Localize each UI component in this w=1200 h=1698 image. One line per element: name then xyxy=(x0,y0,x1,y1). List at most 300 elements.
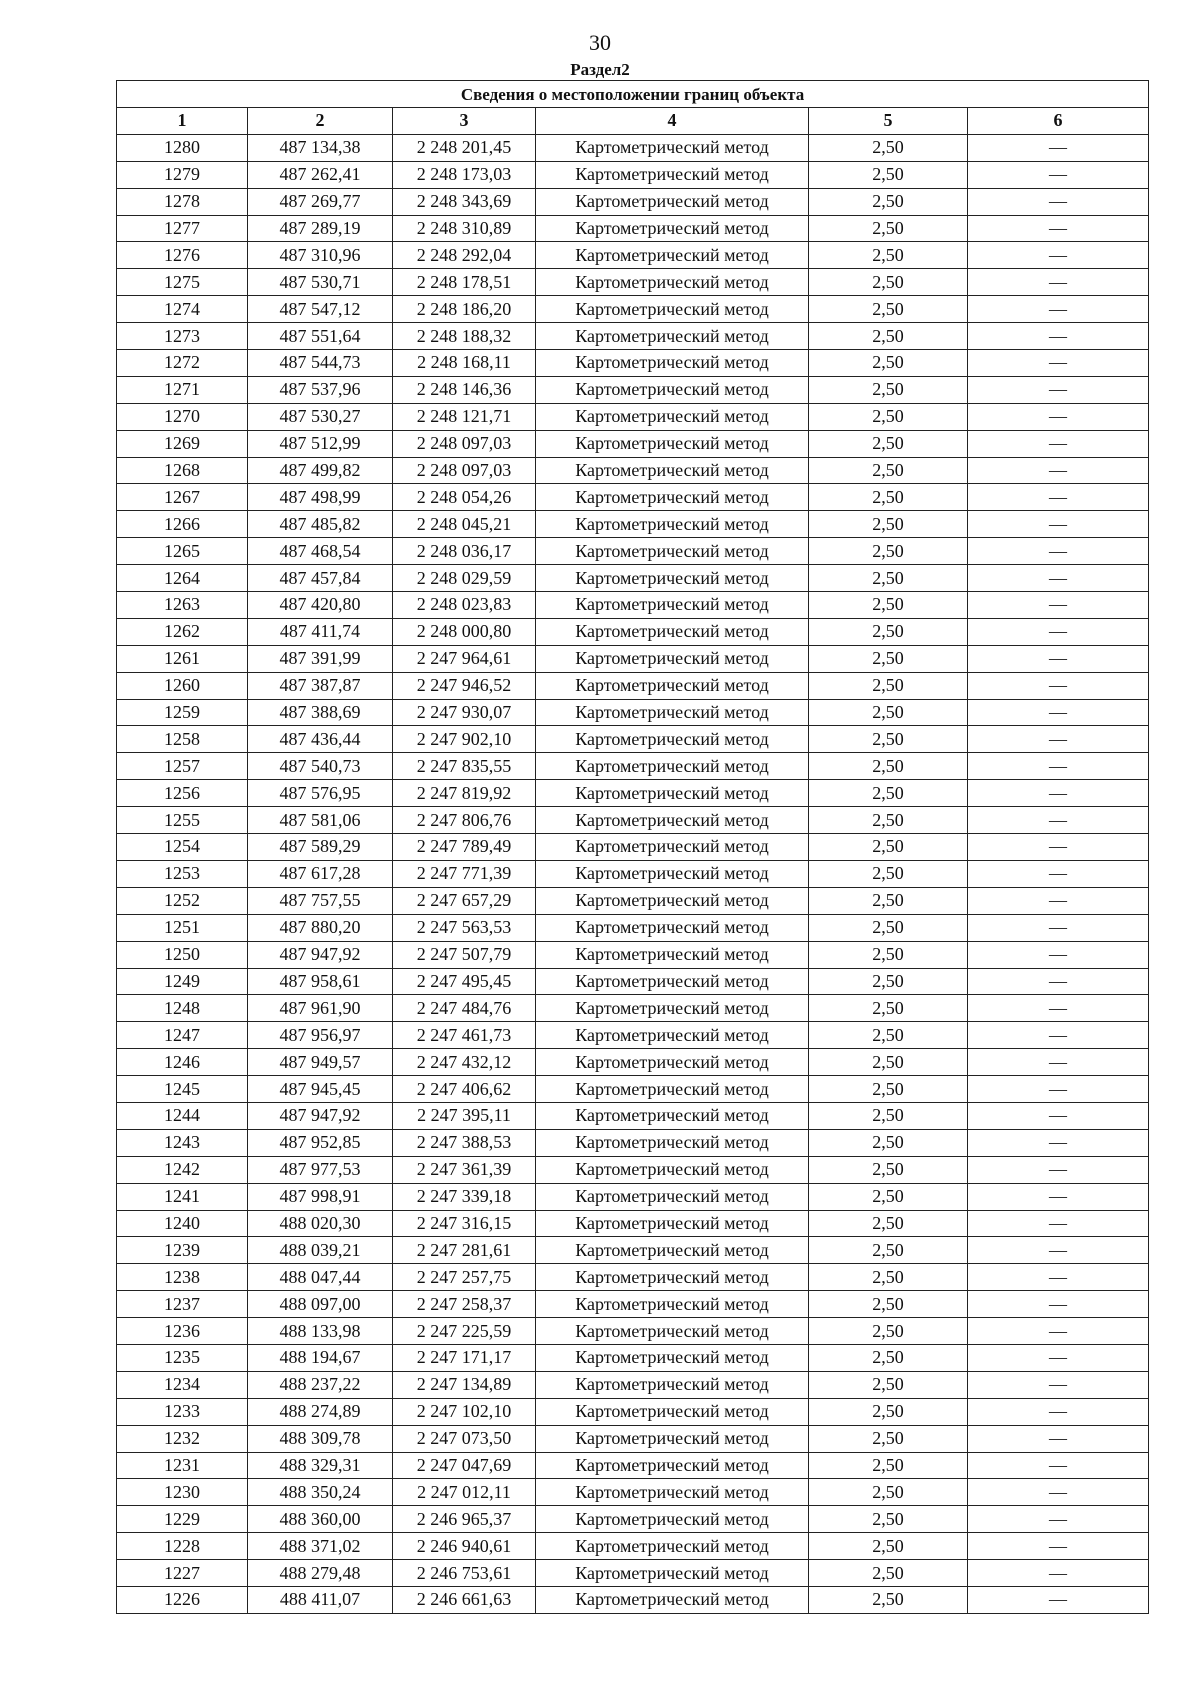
description-cell: — xyxy=(968,1586,1149,1613)
description-cell: — xyxy=(968,699,1149,726)
table-row xyxy=(117,1398,1149,1425)
accuracy-cell: 2,50 xyxy=(809,1237,968,1264)
description-cell: — xyxy=(968,780,1149,807)
table-row xyxy=(117,484,1149,511)
accuracy-cell: 2,50 xyxy=(809,565,968,592)
y-coordinate-cell: 2 247 281,61 xyxy=(393,1237,536,1264)
point-number-cell: 1263 xyxy=(117,592,248,619)
method-cell: Картометрический метод xyxy=(536,376,809,403)
method-cell: Картометрический метод xyxy=(536,726,809,753)
x-coordinate-cell: 488 133,98 xyxy=(248,1318,393,1345)
table-row xyxy=(117,1156,1149,1183)
table-row xyxy=(117,296,1149,323)
x-coordinate-cell: 487 388,69 xyxy=(248,699,393,726)
table-row xyxy=(117,1264,1149,1291)
y-coordinate-cell: 2 247 484,76 xyxy=(393,995,536,1022)
method-cell: Картометрический метод xyxy=(536,1452,809,1479)
column-header: 4 xyxy=(536,108,809,135)
table-row xyxy=(117,161,1149,188)
column-header: 5 xyxy=(809,108,968,135)
x-coordinate-cell: 487 945,45 xyxy=(248,1076,393,1103)
x-coordinate-cell: 487 589,29 xyxy=(248,834,393,861)
method-cell: Картометрический метод xyxy=(536,484,809,511)
accuracy-cell: 2,50 xyxy=(809,1183,968,1210)
description-cell: — xyxy=(968,242,1149,269)
y-coordinate-cell: 2 248 173,03 xyxy=(393,161,536,188)
y-coordinate-cell: 2 246 940,61 xyxy=(393,1533,536,1560)
accuracy-cell: 2,50 xyxy=(809,887,968,914)
accuracy-cell: 2,50 xyxy=(809,618,968,645)
x-coordinate-cell: 487 544,73 xyxy=(248,350,393,377)
description-cell: — xyxy=(968,376,1149,403)
point-number-cell: 1273 xyxy=(117,323,248,350)
x-coordinate-cell: 488 279,48 xyxy=(248,1560,393,1587)
y-coordinate-cell: 2 247 819,92 xyxy=(393,780,536,807)
point-number-cell: 1270 xyxy=(117,403,248,430)
method-cell: Картометрический метод xyxy=(536,538,809,565)
point-number-cell: 1247 xyxy=(117,1022,248,1049)
table-row xyxy=(117,242,1149,269)
y-coordinate-cell: 2 248 097,03 xyxy=(393,430,536,457)
description-cell: — xyxy=(968,565,1149,592)
point-number-cell: 1256 xyxy=(117,780,248,807)
description-cell: — xyxy=(968,1022,1149,1049)
x-coordinate-cell: 487 391,99 xyxy=(248,645,393,672)
y-coordinate-cell: 2 247 134,89 xyxy=(393,1371,536,1398)
point-number-cell: 1252 xyxy=(117,887,248,914)
point-number-cell: 1251 xyxy=(117,914,248,941)
y-coordinate-cell: 2 247 171,17 xyxy=(393,1344,536,1371)
description-cell: — xyxy=(968,1479,1149,1506)
description-cell: — xyxy=(968,1506,1149,1533)
y-coordinate-cell: 2 247 432,12 xyxy=(393,1049,536,1076)
y-coordinate-cell: 2 247 835,55 xyxy=(393,753,536,780)
accuracy-cell: 2,50 xyxy=(809,403,968,430)
point-number-cell: 1229 xyxy=(117,1506,248,1533)
point-number-cell: 1233 xyxy=(117,1398,248,1425)
point-number-cell: 1266 xyxy=(117,511,248,538)
x-coordinate-cell: 488 329,31 xyxy=(248,1452,393,1479)
description-cell: — xyxy=(968,1425,1149,1452)
description-cell: — xyxy=(968,1076,1149,1103)
description-cell: — xyxy=(968,1102,1149,1129)
y-coordinate-cell: 2 248 054,26 xyxy=(393,484,536,511)
method-cell: Картометрический метод xyxy=(536,161,809,188)
description-cell: — xyxy=(968,1156,1149,1183)
point-number-cell: 1228 xyxy=(117,1533,248,1560)
x-coordinate-cell: 487 540,73 xyxy=(248,753,393,780)
method-cell: Картометрический метод xyxy=(536,968,809,995)
y-coordinate-cell: 2 248 036,17 xyxy=(393,538,536,565)
table-row xyxy=(117,753,1149,780)
description-cell: — xyxy=(968,1183,1149,1210)
description-cell: — xyxy=(968,726,1149,753)
x-coordinate-cell: 487 457,84 xyxy=(248,565,393,592)
y-coordinate-cell: 2 247 339,18 xyxy=(393,1183,536,1210)
accuracy-cell: 2,50 xyxy=(809,1479,968,1506)
y-coordinate-cell: 2 248 168,11 xyxy=(393,350,536,377)
y-coordinate-cell: 2 248 343,69 xyxy=(393,188,536,215)
point-number-cell: 1236 xyxy=(117,1318,248,1345)
x-coordinate-cell: 488 411,07 xyxy=(248,1586,393,1613)
y-coordinate-cell: 2 247 395,11 xyxy=(393,1102,536,1129)
x-coordinate-cell: 487 499,82 xyxy=(248,457,393,484)
y-coordinate-cell: 2 248 188,32 xyxy=(393,323,536,350)
x-coordinate-cell: 488 237,22 xyxy=(248,1371,393,1398)
description-cell: — xyxy=(968,188,1149,215)
method-cell: Картометрический метод xyxy=(536,511,809,538)
table-row xyxy=(117,1560,1149,1587)
y-coordinate-cell: 2 247 225,59 xyxy=(393,1318,536,1345)
y-coordinate-cell: 2 246 753,61 xyxy=(393,1560,536,1587)
table-row xyxy=(117,645,1149,672)
column-header: 3 xyxy=(393,108,536,135)
x-coordinate-cell: 487 958,61 xyxy=(248,968,393,995)
description-cell: — xyxy=(968,672,1149,699)
y-coordinate-cell: 2 247 902,10 xyxy=(393,726,536,753)
accuracy-cell: 2,50 xyxy=(809,807,968,834)
table-caption: Сведения о местоположении границ объекта xyxy=(117,81,1149,108)
method-cell: Картометрический метод xyxy=(536,1076,809,1103)
point-number-cell: 1279 xyxy=(117,161,248,188)
method-cell: Картометрический метод xyxy=(536,1237,809,1264)
accuracy-cell: 2,50 xyxy=(809,1560,968,1587)
method-cell: Картометрический метод xyxy=(536,753,809,780)
description-cell: — xyxy=(968,457,1149,484)
table-row xyxy=(117,457,1149,484)
y-coordinate-cell: 2 248 045,21 xyxy=(393,511,536,538)
method-cell: Картометрический метод xyxy=(536,1264,809,1291)
table-row xyxy=(117,538,1149,565)
table-row xyxy=(117,430,1149,457)
y-coordinate-cell: 2 247 657,29 xyxy=(393,887,536,914)
method-cell: Картометрический метод xyxy=(536,296,809,323)
method-cell: Картометрический метод xyxy=(536,780,809,807)
x-coordinate-cell: 487 581,06 xyxy=(248,807,393,834)
table-row xyxy=(117,511,1149,538)
table-row xyxy=(117,1022,1149,1049)
point-number-cell: 1227 xyxy=(117,1560,248,1587)
method-cell: Картометрический метод xyxy=(536,1425,809,1452)
description-cell: — xyxy=(968,215,1149,242)
x-coordinate-cell: 487 411,74 xyxy=(248,618,393,645)
x-coordinate-cell: 487 530,71 xyxy=(248,269,393,296)
accuracy-cell: 2,50 xyxy=(809,1022,968,1049)
x-coordinate-cell: 488 039,21 xyxy=(248,1237,393,1264)
description-cell: — xyxy=(968,618,1149,645)
y-coordinate-cell: 2 248 310,89 xyxy=(393,215,536,242)
y-coordinate-cell: 2 247 388,53 xyxy=(393,1129,536,1156)
description-cell: — xyxy=(968,592,1149,619)
method-cell: Картометрический метод xyxy=(536,645,809,672)
x-coordinate-cell: 487 512,99 xyxy=(248,430,393,457)
point-number-cell: 1243 xyxy=(117,1129,248,1156)
description-cell: — xyxy=(968,1129,1149,1156)
table-row xyxy=(117,672,1149,699)
table-row xyxy=(117,376,1149,403)
description-cell: — xyxy=(968,887,1149,914)
method-cell: Картометрический метод xyxy=(536,1344,809,1371)
x-coordinate-cell: 487 949,57 xyxy=(248,1049,393,1076)
y-coordinate-cell: 2 247 461,73 xyxy=(393,1022,536,1049)
x-coordinate-cell: 488 194,67 xyxy=(248,1344,393,1371)
accuracy-cell: 2,50 xyxy=(809,726,968,753)
point-number-cell: 1241 xyxy=(117,1183,248,1210)
description-cell: — xyxy=(968,1371,1149,1398)
y-coordinate-cell: 2 248 029,59 xyxy=(393,565,536,592)
point-number-cell: 1255 xyxy=(117,807,248,834)
point-number-cell: 1265 xyxy=(117,538,248,565)
y-coordinate-cell: 2 246 965,37 xyxy=(393,1506,536,1533)
method-cell: Картометрический метод xyxy=(536,618,809,645)
accuracy-cell: 2,50 xyxy=(809,968,968,995)
column-header: 2 xyxy=(248,108,393,135)
accuracy-cell: 2,50 xyxy=(809,296,968,323)
accuracy-cell: 2,50 xyxy=(809,323,968,350)
y-coordinate-cell: 2 247 361,39 xyxy=(393,1156,536,1183)
x-coordinate-cell: 488 097,00 xyxy=(248,1291,393,1318)
accuracy-cell: 2,50 xyxy=(809,350,968,377)
point-number-cell: 1277 xyxy=(117,215,248,242)
x-coordinate-cell: 488 274,89 xyxy=(248,1398,393,1425)
description-cell: — xyxy=(968,941,1149,968)
method-cell: Картометрический метод xyxy=(536,941,809,968)
table-row xyxy=(117,1479,1149,1506)
method-cell: Картометрический метод xyxy=(536,995,809,1022)
description-cell: — xyxy=(968,1452,1149,1479)
y-coordinate-cell: 2 248 178,51 xyxy=(393,269,536,296)
point-number-cell: 1267 xyxy=(117,484,248,511)
table-row xyxy=(117,134,1149,161)
accuracy-cell: 2,50 xyxy=(809,645,968,672)
point-number-cell: 1232 xyxy=(117,1425,248,1452)
accuracy-cell: 2,50 xyxy=(809,376,968,403)
accuracy-cell: 2,50 xyxy=(809,1398,968,1425)
y-coordinate-cell: 2 247 789,49 xyxy=(393,834,536,861)
point-number-cell: 1280 xyxy=(117,134,248,161)
accuracy-cell: 2,50 xyxy=(809,511,968,538)
method-cell: Картометрический метод xyxy=(536,887,809,914)
description-cell: — xyxy=(968,511,1149,538)
y-coordinate-cell: 2 247 316,15 xyxy=(393,1210,536,1237)
description-cell: — xyxy=(968,1318,1149,1345)
point-number-cell: 1234 xyxy=(117,1371,248,1398)
description-cell: — xyxy=(968,161,1149,188)
accuracy-cell: 2,50 xyxy=(809,1425,968,1452)
accuracy-cell: 2,50 xyxy=(809,1586,968,1613)
x-coordinate-cell: 487 977,53 xyxy=(248,1156,393,1183)
y-coordinate-cell: 2 247 012,11 xyxy=(393,1479,536,1506)
method-cell: Картометрический метод xyxy=(536,350,809,377)
description-cell: — xyxy=(968,350,1149,377)
method-cell: Картометрический метод xyxy=(536,269,809,296)
accuracy-cell: 2,50 xyxy=(809,1076,968,1103)
accuracy-cell: 2,50 xyxy=(809,1452,968,1479)
y-coordinate-cell: 2 247 495,45 xyxy=(393,968,536,995)
x-coordinate-cell: 487 310,96 xyxy=(248,242,393,269)
x-coordinate-cell: 487 262,41 xyxy=(248,161,393,188)
y-coordinate-cell: 2 247 102,10 xyxy=(393,1398,536,1425)
table-row xyxy=(117,1586,1149,1613)
boundary-coordinates-table xyxy=(116,80,1149,1614)
accuracy-cell: 2,50 xyxy=(809,457,968,484)
y-coordinate-cell: 2 248 186,20 xyxy=(393,296,536,323)
point-number-cell: 1254 xyxy=(117,834,248,861)
method-cell: Картометрический метод xyxy=(536,1102,809,1129)
x-coordinate-cell: 487 757,55 xyxy=(248,887,393,914)
table-row xyxy=(117,1049,1149,1076)
column-header: 6 xyxy=(968,108,1149,135)
method-cell: Картометрический метод xyxy=(536,430,809,457)
x-coordinate-cell: 487 956,97 xyxy=(248,1022,393,1049)
x-coordinate-cell: 487 952,85 xyxy=(248,1129,393,1156)
method-cell: Картометрический метод xyxy=(536,592,809,619)
y-coordinate-cell: 2 247 073,50 xyxy=(393,1425,536,1452)
table-header-row xyxy=(117,108,1149,135)
point-number-cell: 1272 xyxy=(117,350,248,377)
table-row xyxy=(117,1318,1149,1345)
table-row xyxy=(117,188,1149,215)
method-cell: Картометрический метод xyxy=(536,834,809,861)
method-cell: Картометрический метод xyxy=(536,1533,809,1560)
description-cell: — xyxy=(968,1533,1149,1560)
point-number-cell: 1238 xyxy=(117,1264,248,1291)
accuracy-cell: 2,50 xyxy=(809,753,968,780)
x-coordinate-cell: 488 350,24 xyxy=(248,1479,393,1506)
table-row xyxy=(117,565,1149,592)
table-row xyxy=(117,215,1149,242)
accuracy-cell: 2,50 xyxy=(809,1371,968,1398)
table-row xyxy=(117,1506,1149,1533)
y-coordinate-cell: 2 247 406,62 xyxy=(393,1076,536,1103)
accuracy-cell: 2,50 xyxy=(809,1506,968,1533)
accuracy-cell: 2,50 xyxy=(809,1533,968,1560)
point-number-cell: 1269 xyxy=(117,430,248,457)
y-coordinate-cell: 2 246 661,63 xyxy=(393,1586,536,1613)
table-row xyxy=(117,1102,1149,1129)
method-cell: Картометрический метод xyxy=(536,323,809,350)
description-cell: — xyxy=(968,753,1149,780)
x-coordinate-cell: 487 134,38 xyxy=(248,134,393,161)
description-cell: — xyxy=(968,1344,1149,1371)
description-cell: — xyxy=(968,484,1149,511)
y-coordinate-cell: 2 247 806,76 xyxy=(393,807,536,834)
method-cell: Картометрический метод xyxy=(536,1371,809,1398)
table-row xyxy=(117,403,1149,430)
accuracy-cell: 2,50 xyxy=(809,1129,968,1156)
accuracy-cell: 2,50 xyxy=(809,242,968,269)
x-coordinate-cell: 487 468,54 xyxy=(248,538,393,565)
accuracy-cell: 2,50 xyxy=(809,1102,968,1129)
table-row xyxy=(117,726,1149,753)
description-cell: — xyxy=(968,134,1149,161)
description-cell: — xyxy=(968,323,1149,350)
table-row xyxy=(117,914,1149,941)
table-caption-row xyxy=(117,81,1149,108)
table-row xyxy=(117,941,1149,968)
accuracy-cell: 2,50 xyxy=(809,1210,968,1237)
y-coordinate-cell: 2 247 946,52 xyxy=(393,672,536,699)
y-coordinate-cell: 2 247 258,37 xyxy=(393,1291,536,1318)
point-number-cell: 1248 xyxy=(117,995,248,1022)
x-coordinate-cell: 487 961,90 xyxy=(248,995,393,1022)
column-header: 1 xyxy=(117,108,248,135)
accuracy-cell: 2,50 xyxy=(809,941,968,968)
table-row xyxy=(117,1129,1149,1156)
point-number-cell: 1258 xyxy=(117,726,248,753)
point-number-cell: 1250 xyxy=(117,941,248,968)
section-title: Раздел2 xyxy=(570,60,630,79)
point-number-cell: 1264 xyxy=(117,565,248,592)
method-cell: Картометрический метод xyxy=(536,1183,809,1210)
point-number-cell: 1268 xyxy=(117,457,248,484)
method-cell: Картометрический метод xyxy=(536,1156,809,1183)
point-number-cell: 1239 xyxy=(117,1237,248,1264)
point-number-cell: 1230 xyxy=(117,1479,248,1506)
table-row xyxy=(117,323,1149,350)
y-coordinate-cell: 2 248 000,80 xyxy=(393,618,536,645)
method-cell: Картометрический метод xyxy=(536,1291,809,1318)
x-coordinate-cell: 488 360,00 xyxy=(248,1506,393,1533)
point-number-cell: 1260 xyxy=(117,672,248,699)
point-number-cell: 1249 xyxy=(117,968,248,995)
method-cell: Картометрический метод xyxy=(536,242,809,269)
x-coordinate-cell: 487 880,20 xyxy=(248,914,393,941)
description-cell: — xyxy=(968,860,1149,887)
x-coordinate-cell: 487 498,99 xyxy=(248,484,393,511)
method-cell: Картометрический метод xyxy=(536,1318,809,1345)
method-cell: Картометрический метод xyxy=(536,1022,809,1049)
table-row xyxy=(117,1210,1149,1237)
point-number-cell: 1271 xyxy=(117,376,248,403)
y-coordinate-cell: 2 248 146,36 xyxy=(393,376,536,403)
method-cell: Картометрический метод xyxy=(536,1210,809,1237)
point-number-cell: 1231 xyxy=(117,1452,248,1479)
point-number-cell: 1226 xyxy=(117,1586,248,1613)
description-cell: — xyxy=(968,1398,1149,1425)
table-row xyxy=(117,1425,1149,1452)
y-coordinate-cell: 2 248 201,45 xyxy=(393,134,536,161)
point-number-cell: 1253 xyxy=(117,860,248,887)
y-coordinate-cell: 2 247 930,07 xyxy=(393,699,536,726)
accuracy-cell: 2,50 xyxy=(809,995,968,1022)
description-cell: — xyxy=(968,995,1149,1022)
table-row xyxy=(117,1183,1149,1210)
table-body xyxy=(117,134,1149,1613)
y-coordinate-cell: 2 247 771,39 xyxy=(393,860,536,887)
point-number-cell: 1259 xyxy=(117,699,248,726)
description-cell: — xyxy=(968,269,1149,296)
accuracy-cell: 2,50 xyxy=(809,161,968,188)
x-coordinate-cell: 487 420,80 xyxy=(248,592,393,619)
description-cell: — xyxy=(968,1560,1149,1587)
x-coordinate-cell: 487 485,82 xyxy=(248,511,393,538)
table-row xyxy=(117,968,1149,995)
x-coordinate-cell: 487 947,92 xyxy=(248,1102,393,1129)
x-coordinate-cell: 487 436,44 xyxy=(248,726,393,753)
y-coordinate-cell: 2 247 563,53 xyxy=(393,914,536,941)
description-cell: — xyxy=(968,914,1149,941)
accuracy-cell: 2,50 xyxy=(809,1156,968,1183)
method-cell: Картометрический метод xyxy=(536,699,809,726)
method-cell: Картометрический метод xyxy=(536,1049,809,1076)
x-coordinate-cell: 488 309,78 xyxy=(248,1425,393,1452)
description-cell: — xyxy=(968,1237,1149,1264)
table-row xyxy=(117,1344,1149,1371)
point-number-cell: 1274 xyxy=(117,296,248,323)
point-number-cell: 1237 xyxy=(117,1291,248,1318)
method-cell: Картометрический метод xyxy=(536,1586,809,1613)
